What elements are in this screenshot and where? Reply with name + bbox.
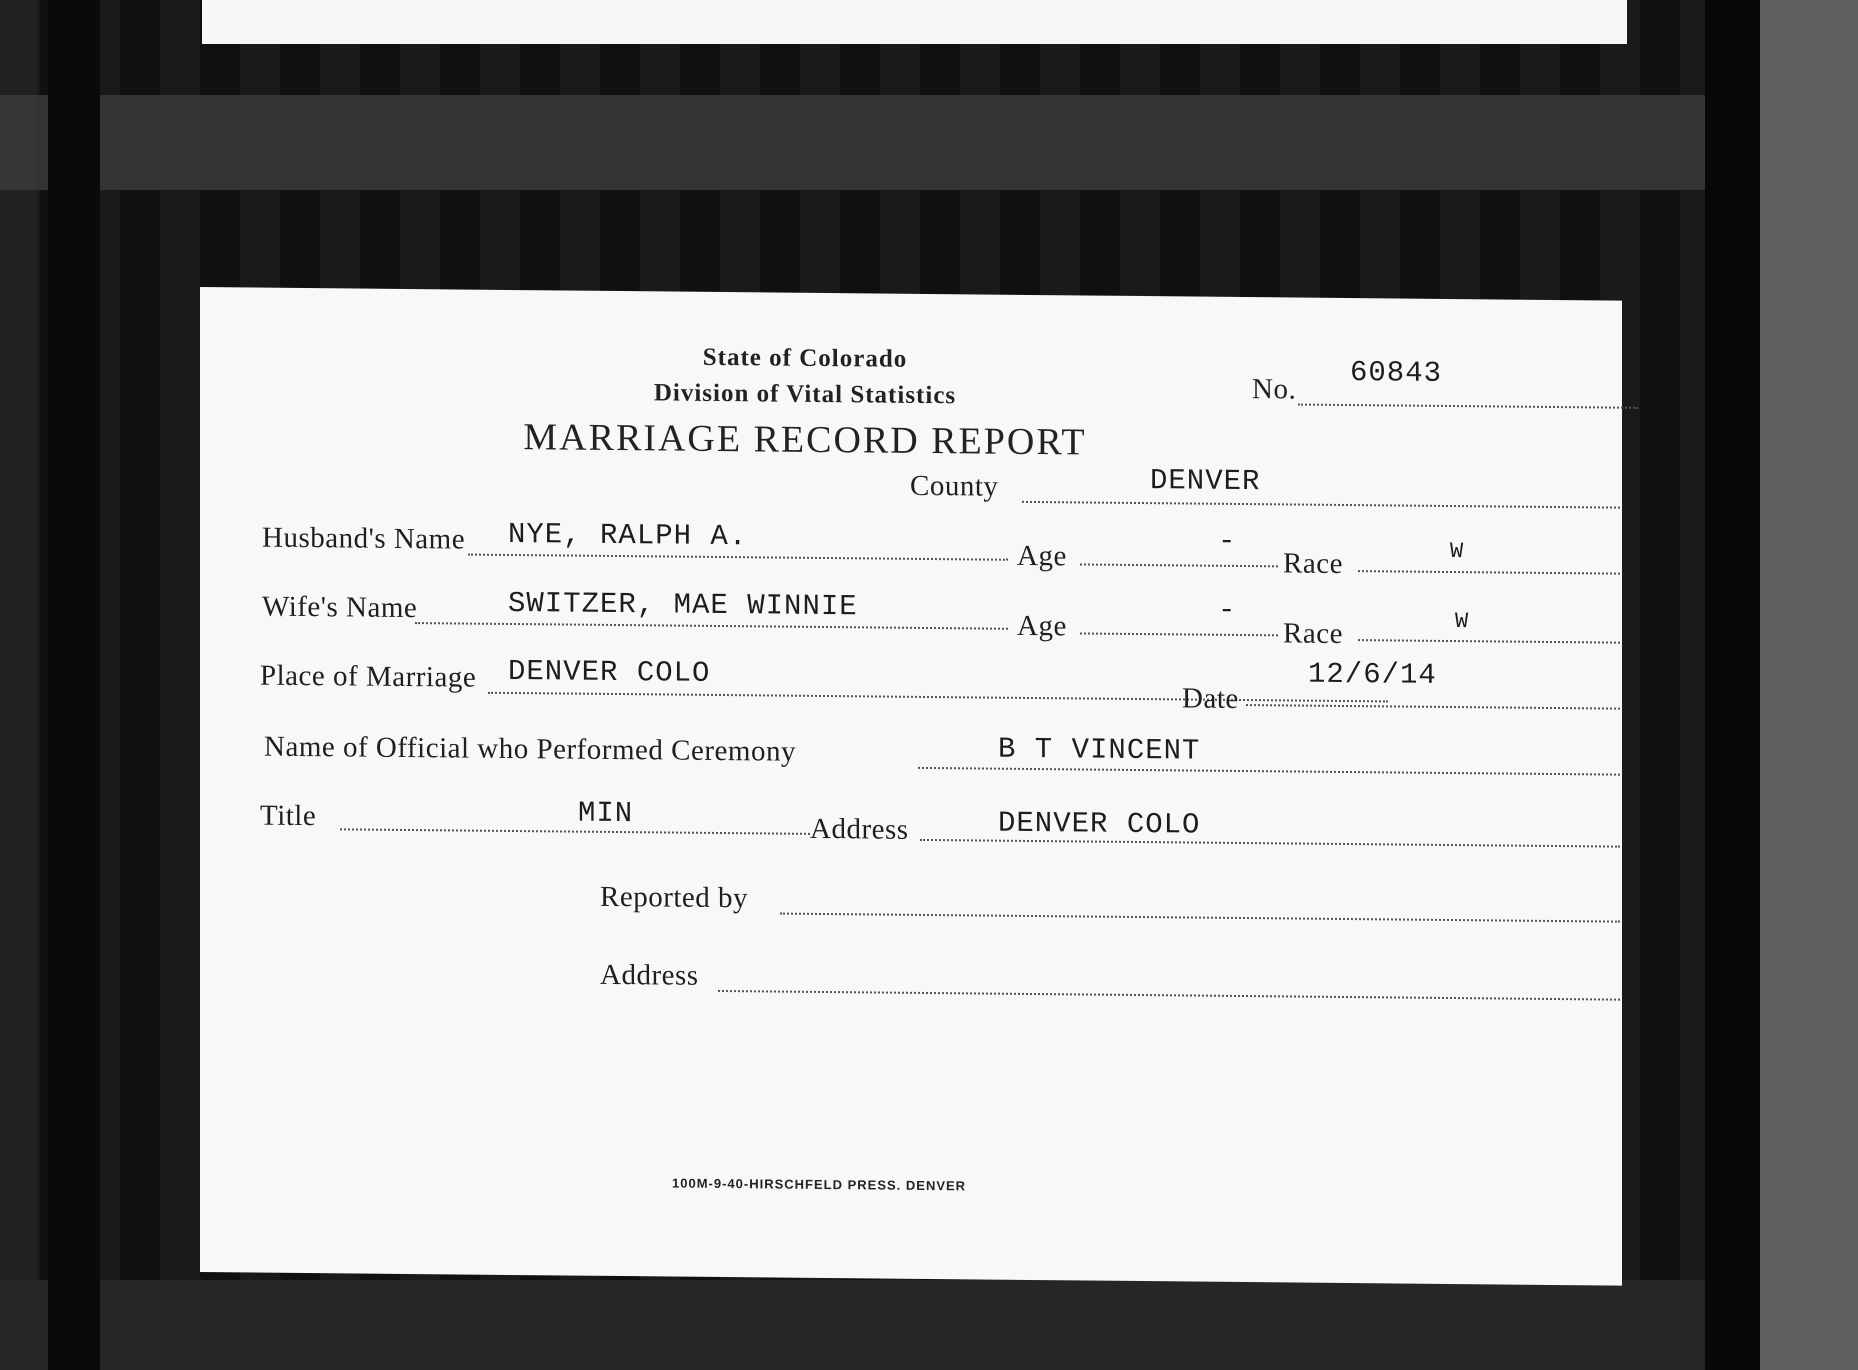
wife-age-value: - xyxy=(1218,593,1237,627)
official-address-line xyxy=(920,839,1620,848)
wife-race-value: W xyxy=(1455,609,1470,635)
wife-age-label: Age xyxy=(1017,609,1067,643)
husband-race-value: W xyxy=(1450,538,1465,565)
official-name-line xyxy=(918,767,1620,776)
husband-race-line xyxy=(1358,570,1620,575)
scan-left-bar xyxy=(48,0,100,1370)
wife-name-line xyxy=(415,622,1008,630)
county-label: County xyxy=(910,469,999,503)
marriage-place-label: Place of Marriage xyxy=(260,659,477,694)
marriage-date-line xyxy=(1246,704,1620,710)
husband-name-value: NYE, RALPH A. xyxy=(508,517,748,554)
record-number-value: 60843 xyxy=(1350,356,1443,390)
reporter-address-label: Address xyxy=(600,958,699,992)
husband-age-value: - xyxy=(1218,524,1237,558)
wife-name-value: SWITZER, MAE WINNIE xyxy=(508,586,858,624)
official-address-value: DENVER COLO xyxy=(998,806,1201,842)
marriage-date-value: 12/6/14 xyxy=(1308,657,1437,692)
record-number-label: No. xyxy=(1252,373,1297,406)
wife-race-label: Race xyxy=(1283,617,1343,650)
reported-by-line xyxy=(780,913,1620,923)
county-line xyxy=(1022,501,1620,509)
reported-by-label: Reported by xyxy=(600,880,749,915)
form-title: MARRIAGE RECORD REPORT xyxy=(523,416,1087,464)
reporter-address-line xyxy=(718,990,1620,1001)
husband-age-label: Age xyxy=(1017,539,1067,573)
marriage-place-value: DENVER COLO xyxy=(508,654,711,690)
husband-age-line xyxy=(1080,563,1278,567)
official-address-label: Address xyxy=(810,812,909,846)
husband-name-label: Husband's Name xyxy=(262,521,466,556)
header-division: Division of Vital Statistics xyxy=(653,379,957,410)
official-title-value: MIN xyxy=(578,796,634,831)
scan-band-top xyxy=(0,95,1858,190)
husband-name-line xyxy=(468,554,1008,561)
marriage-date-label: Date xyxy=(1182,682,1239,715)
previous-card-edge xyxy=(202,0,1627,44)
wife-age-line xyxy=(1080,632,1278,636)
official-name-label: Name of Official who Performed Ceremony xyxy=(264,730,796,768)
official-name-value: B T VINCENT xyxy=(998,732,1201,768)
marriage-place-line xyxy=(488,692,1388,703)
county-value: DENVER xyxy=(1150,464,1261,499)
scan-right-edge xyxy=(1760,0,1858,1370)
official-title-line xyxy=(340,828,810,835)
printer-imprint: 100M-9-40-HIRSCHFELD PRESS. DENVER xyxy=(672,1175,967,1194)
official-title-label: Title xyxy=(260,799,317,833)
wife-race-line xyxy=(1358,639,1620,644)
husband-race-label: Race xyxy=(1283,547,1343,580)
scan-right-bar xyxy=(1705,0,1760,1370)
marriage-record-card xyxy=(200,287,1622,1286)
wife-name-label: Wife's Name xyxy=(262,590,418,625)
header-state: State of Colorado xyxy=(702,343,908,373)
scan-band-bottom xyxy=(0,1280,1858,1370)
